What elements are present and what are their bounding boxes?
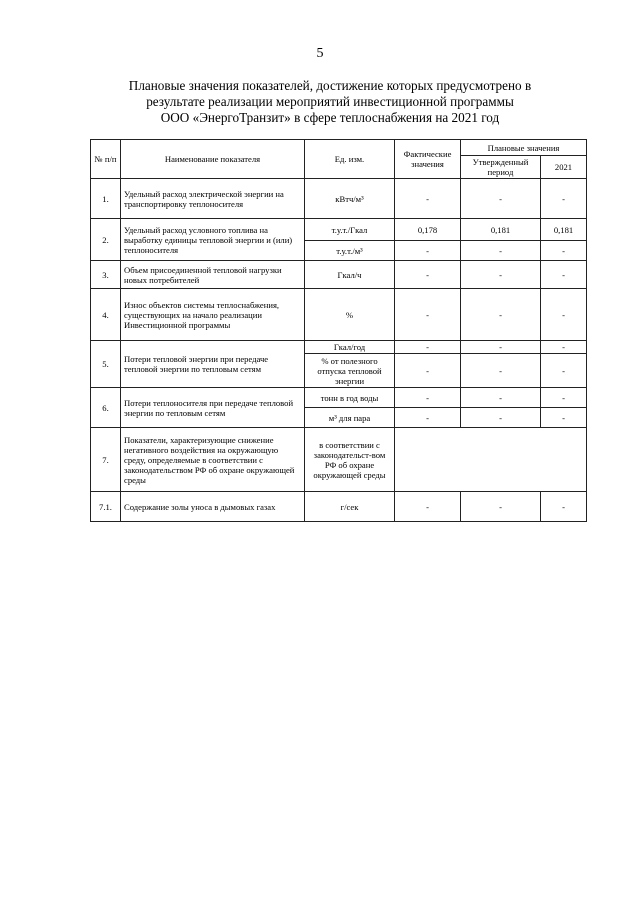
actual-value: - <box>395 354 461 388</box>
actual-value: 0,178 <box>395 219 461 241</box>
year-value: - <box>541 289 587 341</box>
year-value: - <box>541 261 587 289</box>
year-value: - <box>541 341 587 354</box>
actual-value: - <box>395 289 461 341</box>
year-value: - <box>541 354 587 388</box>
indicator-name: Износ объектов системы теплоснабжения, существующих на начало реализации Инвестиционной программы <box>121 289 305 341</box>
row-number: 3. <box>91 261 121 289</box>
row-number: 7.1. <box>91 492 121 522</box>
indicator-name: Потери теплоносителя при передаче тепловой энергии по тепловым сетям <box>121 388 305 428</box>
unit-cell: м³ для пара <box>305 408 395 428</box>
approved-value: - <box>461 341 541 354</box>
title-line-3: ООО «ЭнергоТранзит» в сфере теплоснабжения на 2021 год <box>160 110 500 125</box>
year-value: - <box>541 492 587 522</box>
approved-value: - <box>461 289 541 341</box>
indicator-name: Содержание золы уноса в дымовых газах <box>121 492 305 522</box>
row-number: 6. <box>91 388 121 428</box>
table-row <box>91 388 587 408</box>
title-line-1: Плановые значения показателей, достижение которых предусмотрено в <box>128 78 532 93</box>
indicators-table <box>90 139 587 522</box>
table-row <box>91 219 587 241</box>
approved-value: - <box>461 408 541 428</box>
row-number: 5. <box>91 341 121 388</box>
unit-cell: т.у.т./м³ <box>305 241 395 261</box>
actual-value: - <box>395 241 461 261</box>
actual-value: - <box>395 408 461 428</box>
row-number: 4. <box>91 289 121 341</box>
approved-value: - <box>461 261 541 289</box>
page-number: 5 <box>316 46 324 61</box>
unit-cell: г/сек <box>305 492 395 522</box>
actual-value: - <box>395 261 461 289</box>
header-row-1 <box>91 140 587 156</box>
approved-value: - <box>461 241 541 261</box>
unit-cell: т.у.т./Гкал <box>305 219 395 241</box>
year-value: - <box>541 408 587 428</box>
approved-value: 0,181 <box>461 219 541 241</box>
table-row <box>91 492 587 522</box>
indicator-name: Удельный расход электрической энергии на транспортировку теплоносителя <box>121 179 305 219</box>
approved-value: - <box>461 492 541 522</box>
approved-value: - <box>461 388 541 408</box>
indicator-name: Удельный расход условного топлива на выработку единицы тепловой энергии и (или) теплоносителя <box>121 219 305 261</box>
header-approved: Утвержденный период <box>461 156 541 179</box>
document-title <box>100 78 560 126</box>
empty-value-cell <box>395 428 587 492</box>
year-value: 0,181 <box>541 219 587 241</box>
indicator-name: Показатели, характеризующие снижение негативного воздействия на окружающую среду, определяемые в соответствии с законодательством РФ об охране окружающей среды <box>121 428 305 492</box>
actual-value: - <box>395 388 461 408</box>
table-row <box>91 341 587 354</box>
table-row <box>91 289 587 341</box>
header-year: 2021 <box>541 156 587 179</box>
approved-value: - <box>461 179 541 219</box>
unit-cell: Гкал/год <box>305 341 395 354</box>
title-line-2: результате реализации мероприятий инвестиционной программы <box>146 94 514 109</box>
actual-value: - <box>395 179 461 219</box>
indicator-name: Потери тепловой энергии при передаче тепловой энергии по тепловым сетям <box>121 341 305 388</box>
unit-cell: % <box>305 289 395 341</box>
unit-cell: кВтч/м³ <box>305 179 395 219</box>
header-unit: Ед. изм. <box>305 140 395 179</box>
row-number: 2. <box>91 219 121 261</box>
header-actual: Фактические значения <box>395 140 461 179</box>
table-row <box>91 179 587 219</box>
unit-cell: в соответствии с законодательст-вом РФ об охране окружающей среды <box>305 428 395 492</box>
unit-cell: % от полезного отпуска тепловой энергии <box>305 354 395 388</box>
row-number: 1. <box>91 179 121 219</box>
year-value: - <box>541 241 587 261</box>
actual-value: - <box>395 341 461 354</box>
table-row <box>91 261 587 289</box>
row-number: 7. <box>91 428 121 492</box>
unit-cell: Гкал/ч <box>305 261 395 289</box>
year-value: - <box>541 388 587 408</box>
header-planned: Плановые значения <box>461 140 587 156</box>
approved-value: - <box>461 354 541 388</box>
year-value: - <box>541 179 587 219</box>
actual-value: - <box>395 492 461 522</box>
header-name: Наименование показателя <box>121 140 305 179</box>
table-row <box>91 428 587 492</box>
unit-cell: тонн в год воды <box>305 388 395 408</box>
header-num: № п/п <box>91 140 121 179</box>
indicator-name: Объем присоединенной тепловой нагрузки новых потребителей <box>121 261 305 289</box>
